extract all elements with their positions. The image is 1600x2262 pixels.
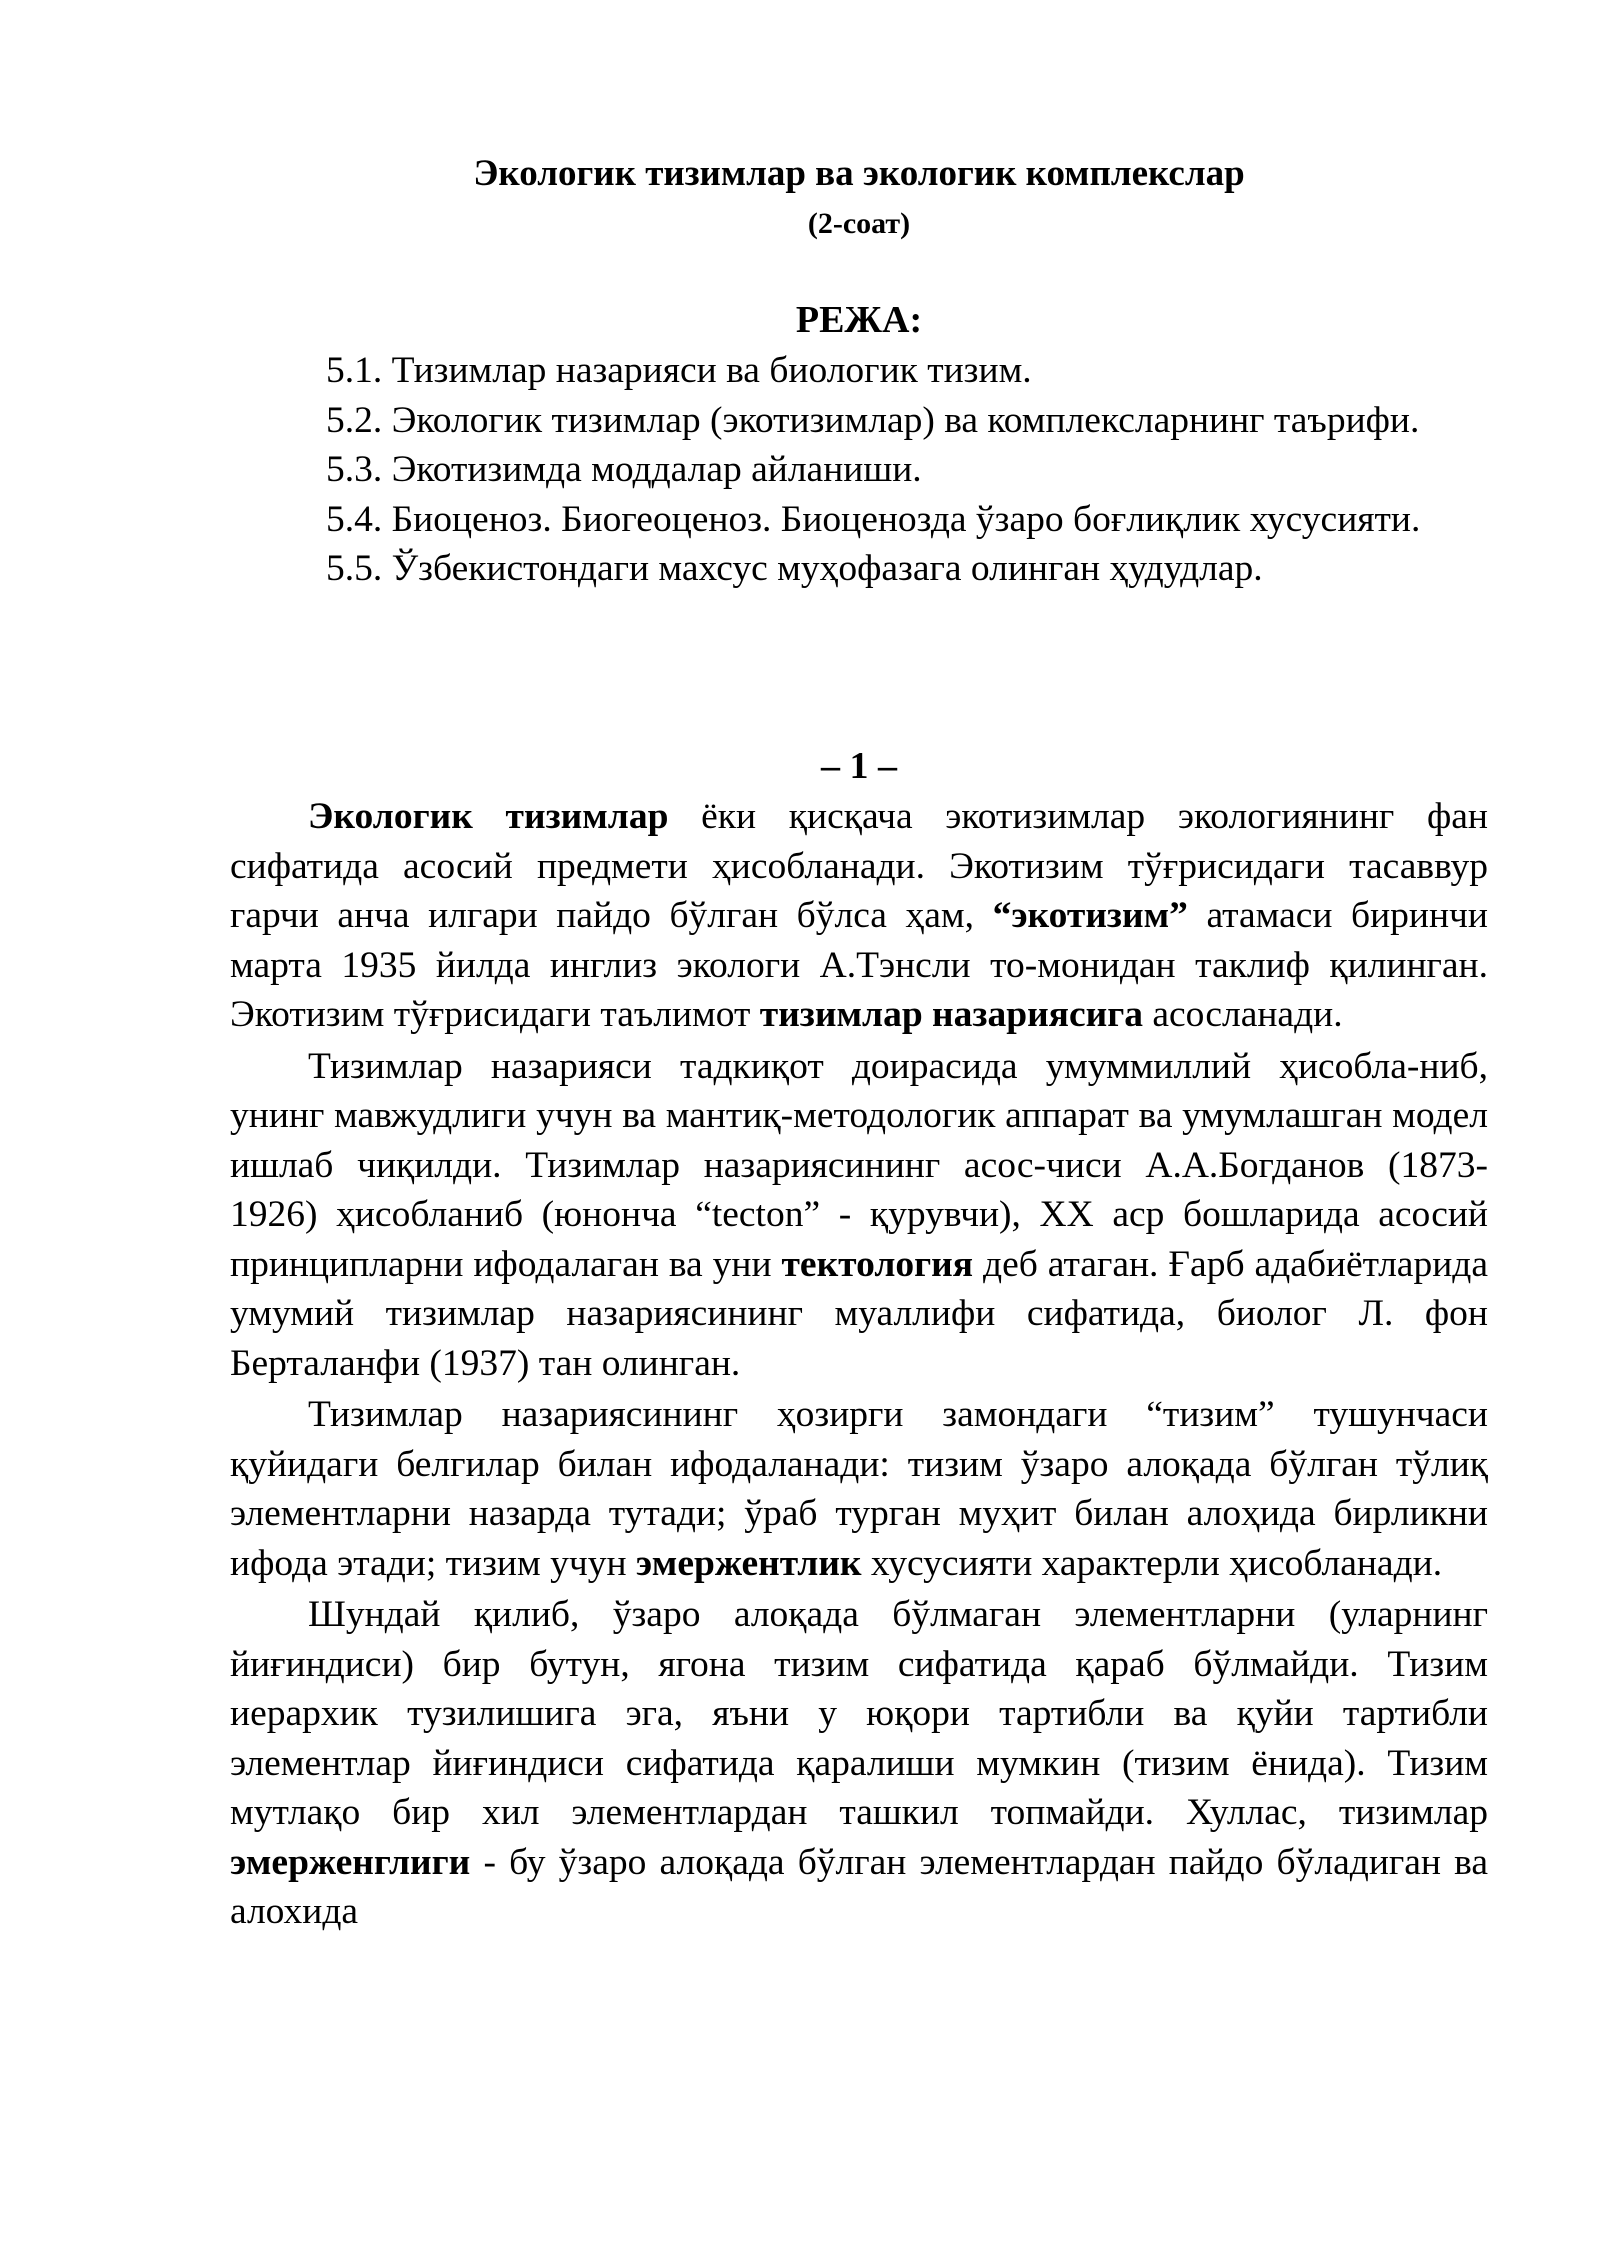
body-text	[230, 792, 1488, 1939]
paragraph-text: Тизимлар назарияси тадкиқот доирасида умуммиллий ҳисобла-ниб, унинг мавжудлиги учун ва мантиқ-методологик аппарат ва умумлашган модел ишлаб чиқилди. Тизимлар назариясининг асос-чиси А.А.Богданов (1873-1926) ҳисобланиб (юнонча “tecton” - қурувчи), ХХ аср бошларида асосий принципларни ифодалаган ва уни	[230, 1045, 1488, 1285]
document-subtitle: (2-соат)	[807, 207, 911, 240]
plan-item: 5.1. Тизимлар назарияси ва биологик тизим.	[326, 350, 1032, 391]
plan-item: 5.2. Экологик тизимлар (экотизимлар) ва комплексларнинг таърифи.	[326, 399, 1420, 441]
document-title: Экологик тизимлар ва экологик комплекслар	[473, 153, 1245, 194]
paragraph	[230, 792, 1488, 1040]
paragraph-text: хусусияти характерли ҳисобланади.	[861, 1542, 1443, 1584]
paragraph-text: деб атаган. Ғарб адабиётларида умумий тизимлар назариясининг муаллифи сифатида, биолог Л. фон Берталанфи (1937) тан олинган.	[230, 1243, 1488, 1384]
plan-list	[230, 346, 1488, 594]
plan-heading: РЕЖА:	[795, 299, 923, 341]
bold-term: эмержентлик	[635, 1542, 862, 1584]
section-number: – 1 –	[821, 745, 897, 787]
plan-item: 5.3. Экотизимда моддалар айланиши.	[326, 449, 922, 490]
paragraph	[230, 1590, 1488, 1937]
paragraph	[230, 1390, 1488, 1588]
paragraph-text: Шундай қилиб, ўзаро алоқада бўлмаган элементларни (уларнинг йиғиндиси) бир бутун, ягона тизим сифатида қараб бўлмайди. Тизим иерархик тузилишига эга, яъни у юқори тартибли ва қуйи тартибли элементлар йиғиндиси сифатида қаралиши мумкин (тизим ёнида). Тизим мутлақо бир хил элементлардан ташкил топмайди. Хуллас, тизимлар	[230, 1594, 1488, 1833]
paragraph-text: асосланади.	[1143, 994, 1343, 1035]
bold-term: Экологик тизимлар	[308, 796, 669, 837]
bold-term: тизимлар назариясига	[759, 994, 1144, 1035]
plan-item: 5.5. Ўзбекистондаги махсус муҳофазага олинган ҳудудлар.	[326, 548, 1263, 589]
bold-term: “экотизим”	[992, 895, 1188, 936]
paragraph-text: ёки қисқача экотизимлар экологиянинг фан сифатида асосий предмети ҳисобланади. Экотизим тўғрисидаги тасаввур гарчи анча илгари пайдо бўлган бўлса ҳам,	[230, 796, 1488, 936]
paragraph-text: Тизимлар назариясининг ҳозирги замондаги “тизим” тушунчаси қуйидаги белгилар билан ифодаланади: тизим ўзаро алоқада бўлган тўлиқ элементларни назарда тутади; ўраб турган муҳит билан алоҳида бирликни ифода этади; тизим учун	[230, 1394, 1488, 1584]
plan-item: 5.4. Биоценоз. Биогеоценоз. Биоценозда ўзаро боғлиқлик хусусияти.	[326, 498, 1421, 540]
paragraph	[230, 1042, 1488, 1389]
paragraph-text: атамаси биринчи марта 1935 йилда инглиз экологи А.Тэнсли то-монидан таклиф қилинган. Экотизим тўғрисидаги таълимот	[230, 895, 1488, 1035]
bold-term: тектология	[781, 1243, 974, 1285]
paragraph-text: - бу ўзаро алоқада бўлган элементлардан пайдо бўладиган ва алохида	[230, 1841, 1488, 1932]
bold-term: эмерженглиги	[230, 1841, 471, 1883]
